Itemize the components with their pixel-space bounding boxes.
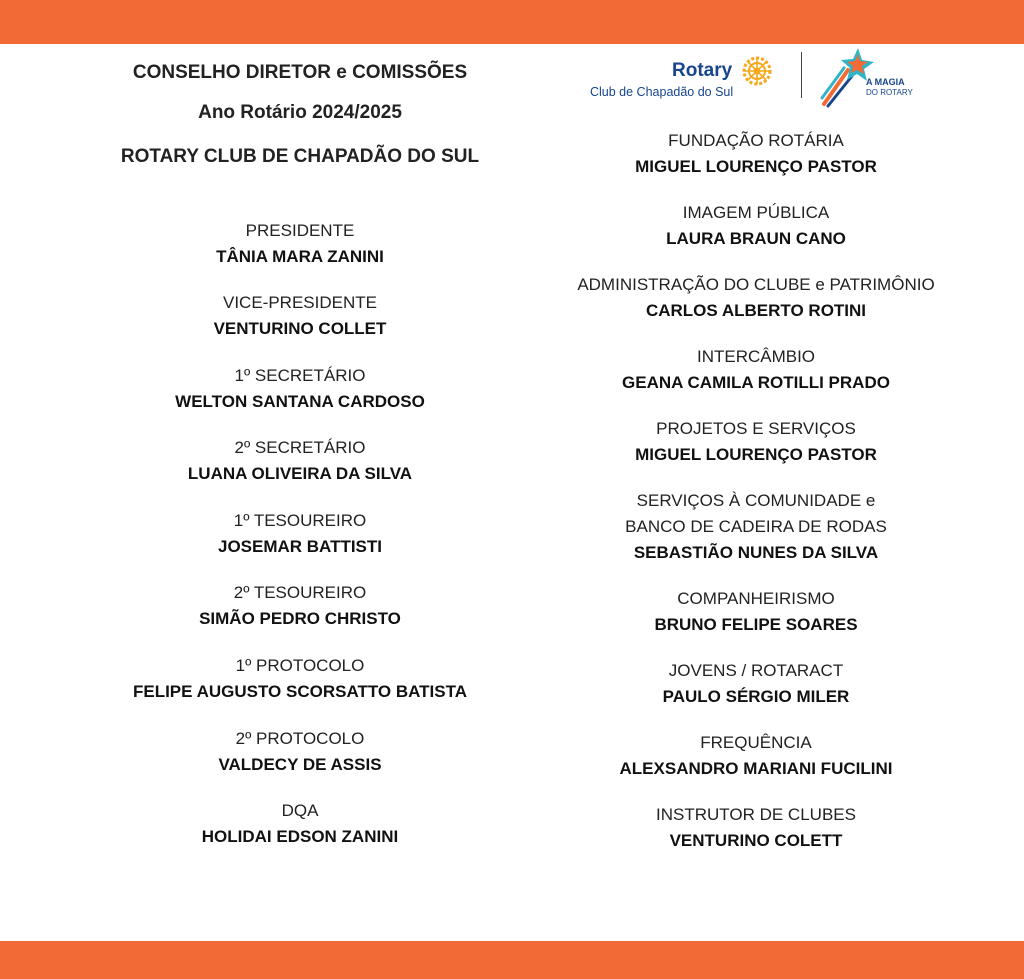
role-label: 1º TESOUREIRO xyxy=(233,511,367,530)
role-label: INSTRUTOR DE CLUBES xyxy=(656,805,856,824)
role-label: 2º SECRETÁRIO xyxy=(234,438,366,457)
list-item xyxy=(556,730,956,782)
list-item xyxy=(100,580,500,632)
top-accent-bar xyxy=(0,0,1024,44)
member-name: VENTURINO COLETT xyxy=(669,831,843,850)
member-name: TÂNIA MARA ZANINI xyxy=(216,247,384,266)
role-label: COMPANHEIRISMO xyxy=(677,589,835,608)
member-name: MIGUEL LOURENÇO PASTOR xyxy=(635,157,877,176)
bottom-accent-bar xyxy=(0,941,1024,979)
member-name: PAULO SÉRGIO MILER xyxy=(662,687,850,706)
list-item xyxy=(100,798,500,850)
list-item xyxy=(100,653,500,705)
magia-line1: A MAGIA xyxy=(866,77,905,87)
role-label: IMAGEM PÚBLICA xyxy=(682,203,830,222)
role-label: JOVENS / ROTARACT xyxy=(668,661,844,680)
page-subtitle: Ano Rotário 2024/2025 xyxy=(198,102,402,123)
member-name: SEBASTIÃO NUNES DA SILVA xyxy=(633,543,879,562)
role-label: 2º PROTOCOLO xyxy=(235,729,365,748)
list-item xyxy=(556,416,956,468)
role-label: FREQUÊNCIA xyxy=(700,733,812,752)
magia-do-rotary-logo xyxy=(818,46,928,110)
list-item xyxy=(556,802,956,854)
member-name: JOSEMAR BATTISTI xyxy=(217,537,383,556)
role-label: DQA xyxy=(281,801,319,820)
list-item xyxy=(100,290,500,342)
role-label: PROJETOS E SERVIÇOS xyxy=(656,419,856,438)
member-name: BRUNO FELIPE SOARES xyxy=(654,615,858,634)
member-name: ALEXSANDRO MARIANI FUCILINI xyxy=(619,759,893,778)
role-label: SERVIÇOS À COMUNIDADE e xyxy=(636,491,876,510)
member-name: LUANA OLIVEIRA DA SILVA xyxy=(187,464,413,483)
role-label: INTERCÂMBIO xyxy=(696,347,816,366)
list-item xyxy=(556,272,956,324)
role-label: FUNDAÇÃO ROTÁRIA xyxy=(668,131,844,150)
role-label: 1º PROTOCOLO xyxy=(235,656,365,675)
role-label: ADMINISTRAÇÃO DO CLUBE e PATRIMÔNIO xyxy=(577,275,935,294)
rotary-wheel-icon xyxy=(740,54,774,88)
list-item xyxy=(100,435,500,487)
list-item xyxy=(100,726,500,778)
role-label-line2: BANCO DE CADEIRA DE RODAS xyxy=(625,517,887,536)
list-item xyxy=(556,586,956,638)
list-item xyxy=(556,488,956,566)
role-label: VICE-PRESIDENTE xyxy=(223,293,377,312)
list-item xyxy=(556,658,956,710)
member-name: VENTURINO COLLET xyxy=(213,319,387,338)
list-item xyxy=(556,344,956,396)
list-item xyxy=(100,363,500,415)
rotary-club-logo xyxy=(590,52,790,104)
magia-line2: DO ROTARY xyxy=(866,88,913,97)
role-label: PRESIDENTE xyxy=(245,221,355,240)
member-name: HOLIDAI EDSON ZANINI xyxy=(201,827,399,846)
member-name: LAURA BRAUN CANO xyxy=(666,229,846,248)
list-item xyxy=(556,128,956,180)
role-label: 1º SECRETÁRIO xyxy=(234,366,366,385)
list-item xyxy=(100,508,500,560)
member-name: MIGUEL LOURENÇO PASTOR xyxy=(635,445,877,464)
member-name: VALDECY DE ASSIS xyxy=(218,755,382,774)
member-name: FELIPE AUGUSTO SCORSATTO BATISTA xyxy=(132,682,468,701)
club-name-heading: ROTARY CLUB DE CHAPADÃO DO SUL xyxy=(120,146,480,167)
member-name: WELTON SANTANA CARDOSO xyxy=(175,392,425,411)
list-item xyxy=(100,218,500,270)
page-title: CONSELHO DIRETOR e COMISSÕES xyxy=(132,62,468,83)
list-item xyxy=(556,200,956,252)
logo-divider xyxy=(801,52,802,98)
member-name: CARLOS ALBERTO ROTINI xyxy=(645,301,867,320)
rotary-club-subtitle: Club de Chapadão do Sul xyxy=(590,85,734,99)
member-name: SIMÃO PEDRO CHRISTO xyxy=(199,609,401,628)
rotary-wordmark: Rotary xyxy=(672,60,733,81)
role-label: 2º TESOUREIRO xyxy=(233,583,367,602)
member-name: GEANA CAMILA ROTILLI PRADO xyxy=(622,373,890,392)
